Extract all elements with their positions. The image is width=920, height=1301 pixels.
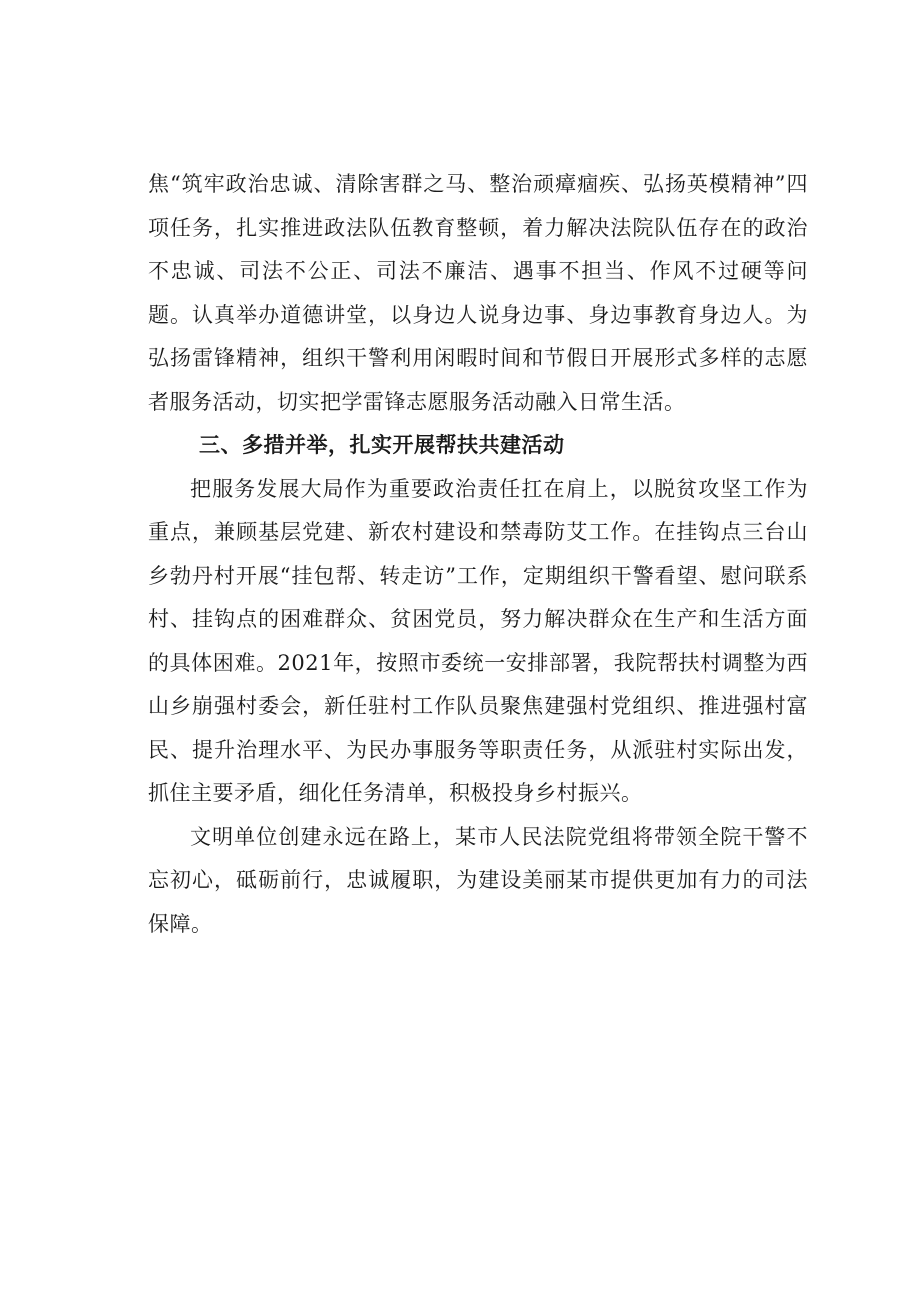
body-paragraph: 把服务发展大局作为重要政治责任扛在肩上，以脱贫攻坚工作为重点，兼顾基层党建、新农村建设和禁毒防艾工作。在挂钩点三台山乡勃丹村开展“挂包帮、转走访”工作，定期组织干警看望、慰问联系村、挂钩点的困难群众、贫困党员，努力解决群众在生产和生活方面的具体困难。2021年，按照市委统一安排部署，我院帮扶村调整为西山乡崩强村委会，新任驻村工作队员聚焦建强村党组织、推进强村富民、提升治理水平、为民办事服务等职责任务，从派驻村实际出发，抓住主要矛盾，细化任务清单，积极投身乡村振兴。	[148, 476, 808, 805]
document-page	[148, 163, 808, 946]
section-heading: 三、多措并举，扎实开展帮扶共建活动	[199, 433, 565, 457]
body-paragraph: 焦“筑牢政治忠诚、清除害群之马、整治顽瘴痼疾、弘扬英模精神”四项任务，扎实推进政法队伍教育整顿，着力解决法院队伍存在的政治不忠诚、司法不公正、司法不廉洁、遇事不担当、作风不过硬等问题。认真举办道德讲堂，以身边人说身边事、身边事教育身边人。为弘扬雷锋精神，组织干警利用闲暇时间和节假日开展形式多样的志愿者服务活动，切实把学雷锋志愿服务活动融入日常生活。	[148, 172, 808, 414]
body-paragraph: 文明单位创建永远在路上，某市人民法院党组将带领全院干警不忘初心，砥砺前行，忠诚履职，为建设美丽某市提供更加有力的司法保障。	[148, 824, 808, 936]
